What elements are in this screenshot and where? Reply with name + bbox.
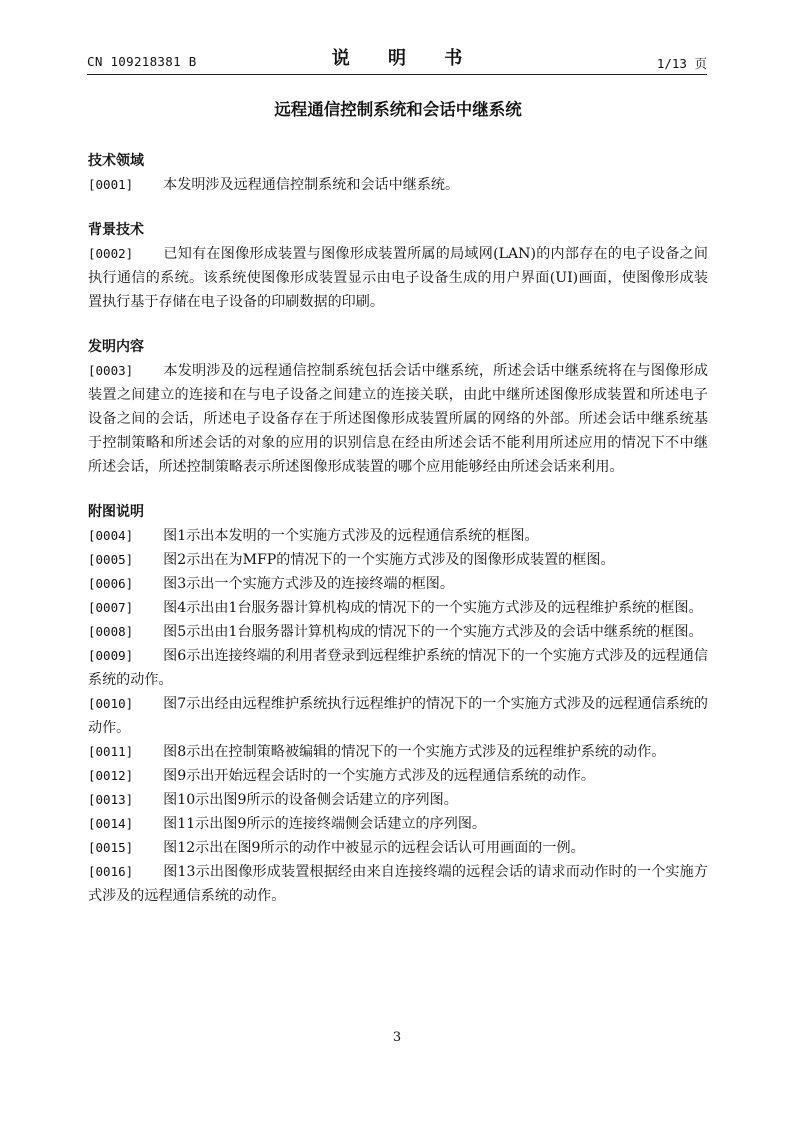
paragraph-text: 图7示出经由远程维护系统执行远程维护的情况下的一个实施方式涉及的远程通信系统的动作。 [88, 696, 708, 736]
paragraph [88, 596, 708, 620]
paragraph-number: [0016] [88, 864, 134, 879]
document-title: 远程通信控制系统和会话中继系统 [274, 100, 522, 119]
paragraph [88, 359, 708, 479]
paragraph-number: [0003] [88, 363, 134, 378]
paragraph-number: [0006] [88, 576, 134, 591]
paragraph-text: 图9示出开始远程会话时的一个实施方式涉及的远程通信系统的动作。 [163, 768, 595, 784]
paragraph-text: 图2示出在为MFP的情况下的一个实施方式涉及的图像形成装置的框图。 [163, 552, 615, 568]
paragraph-number: [0004] [88, 528, 134, 543]
header-rule [87, 74, 707, 75]
paragraph-number: [0012] [88, 768, 134, 783]
paragraph-text: 图4示出由1台服务器计算机构成的情况下的一个实施方式涉及的远程维护系统的框图。 [163, 600, 703, 616]
paragraph-number: [0001] [88, 177, 134, 192]
paragraph [88, 860, 708, 908]
paragraph [88, 836, 708, 860]
paragraph [88, 740, 708, 764]
paragraph [88, 764, 708, 788]
paragraph-text: 图11示出图9所示的连接终端侧会话建立的序列图。 [163, 816, 487, 832]
patent-number: CN 109218381 B [87, 54, 197, 69]
paragraph-text: 图6示出连接终端的利用者登录到远程维护系统的情况下的一个实施方式涉及的远程通信系统的动作。 [88, 648, 708, 688]
paragraph [88, 524, 708, 548]
page-indicator: 1/13 页 [656, 56, 707, 71]
paragraph [88, 572, 708, 596]
paragraph-number: [0014] [88, 816, 134, 831]
paragraph-text: 图3示出一个实施方式涉及的连接终端的框图。 [163, 576, 454, 592]
section-heading: 发明内容 [88, 339, 144, 355]
paragraph [88, 548, 708, 572]
section-heading: 技术领域 [88, 153, 144, 169]
section-drawings [88, 500, 708, 908]
section-label: 说 明 书 [331, 48, 479, 69]
paragraph-number: [0015] [88, 840, 134, 855]
paragraph [88, 242, 708, 314]
paragraph-text: 本发明涉及的远程通信控制系统包括会话中继系统，所述会话中继系统将在与图像形成装置之间建立的连接和在与电子设备之间建立的连接关联，由此中继所述图像形成装置和所述电子设备之间的会话，所述电子设备存在于所述图像形成装置所属的网络的外部。所述会话中继系统基于控制策略和所述会话的对象的应用的识别信息在经由所述会话不能利用所述应用的情况下不中继所述会话，所述控制策略表示所述图像形成装置的哪个应用能够经由所述会话来利用。 [88, 363, 708, 475]
paragraph-number: [0013] [88, 792, 134, 807]
paragraph-text: 图12示出在图9所示的动作中被显示的远程会话认可用画面的一例。 [163, 840, 585, 856]
paragraph [88, 692, 708, 740]
page-header [0, 0, 794, 80]
paragraph-number: [0011] [88, 744, 134, 759]
section-heading: 背景技术 [88, 222, 144, 238]
paragraph-text: 图13示出图像形成装置根据经由来自连接终端的远程会话的请求而动作时的一个实施方式涉及的远程通信系统的动作。 [88, 864, 708, 904]
section-heading: 附图说明 [88, 504, 144, 520]
paragraph-text: 图8示出在控制策略被编辑的情况下的一个实施方式涉及的远程维护系统的动作。 [163, 744, 666, 760]
paragraph-number: [0008] [88, 624, 134, 639]
paragraph-text: 图1示出本发明的一个实施方式涉及的远程通信系统的框图。 [163, 528, 539, 544]
section-background [88, 218, 708, 314]
section-summary [88, 335, 708, 479]
paragraph [88, 788, 708, 812]
paragraph-number: [0010] [88, 696, 134, 711]
paragraph-text: 图10示出图9所示的设备侧会话建立的序列图。 [163, 792, 458, 808]
document-body [88, 96, 708, 908]
paragraph-text: 图5示出由1台服务器计算机构成的情况下的一个实施方式涉及的会话中继系统的框图。 [163, 624, 703, 640]
page-number: 3 [392, 1030, 402, 1045]
paragraph-text: 已知有在图像形成装置与图像形成装置所属的局域网(LAN)的内部存在的电子设备之间执行通信的系统。该系统使图像形成装置显示由电子设备生成的用户界面(UI)画面，使图像形成装置执行基于存储在电子设备的印刷数据的印刷。 [88, 246, 708, 310]
paragraph [88, 812, 708, 836]
paragraph-number: [0007] [88, 600, 134, 615]
paragraph-text: 本发明涉及远程通信控制系统和会话中继系统。 [163, 177, 460, 193]
paragraph [88, 644, 708, 692]
paragraph-number: [0002] [88, 246, 134, 261]
section-tech-field [88, 149, 708, 197]
paragraph [88, 620, 708, 644]
paragraph [88, 173, 708, 197]
paragraph-number: [0009] [88, 648, 134, 663]
paragraph-number: [0005] [88, 552, 134, 567]
